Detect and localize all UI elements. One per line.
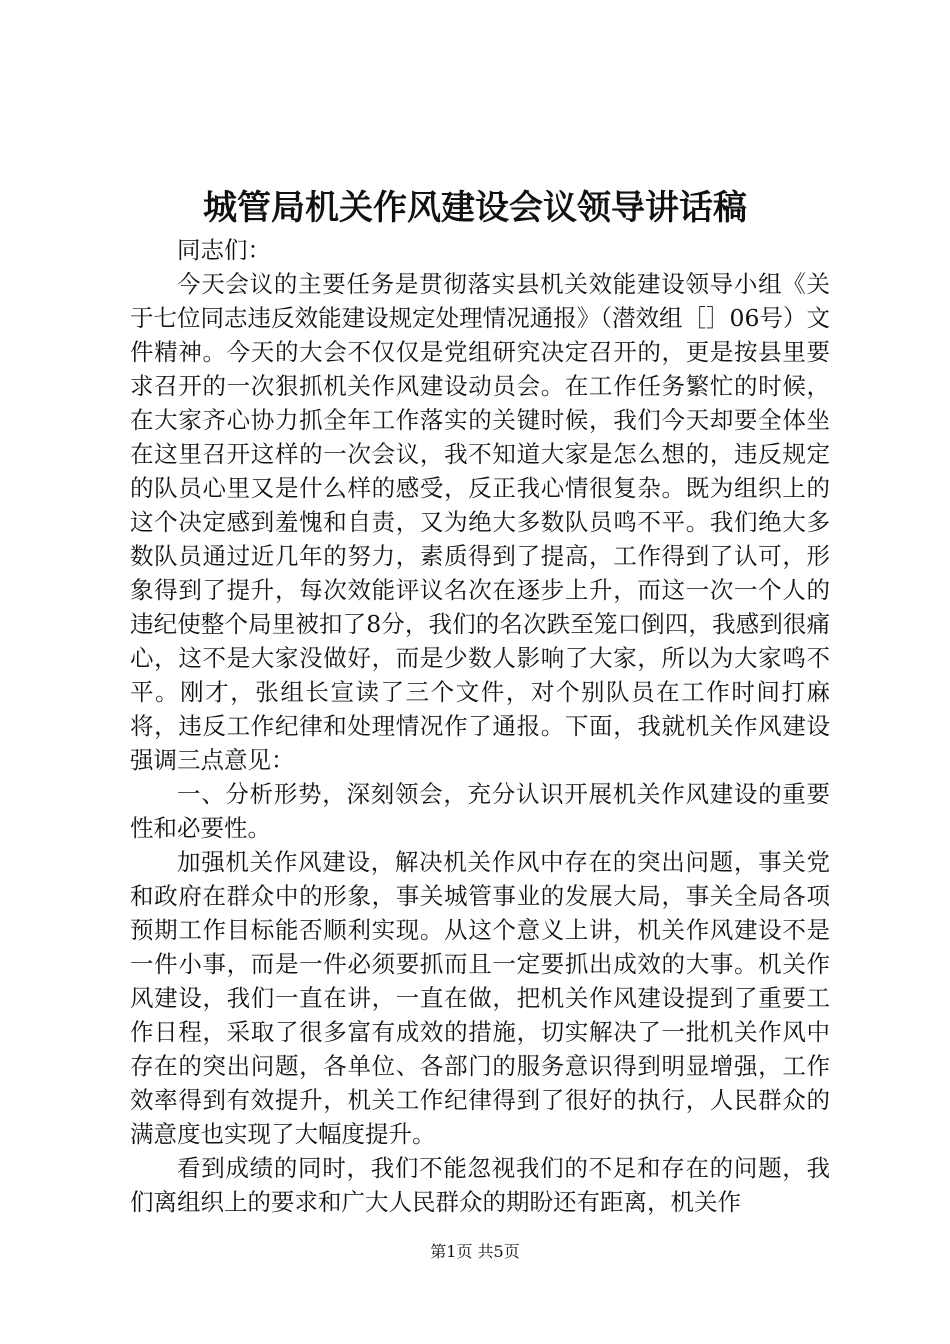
paragraph-section-1-body: 加强机关作风建设，解决机关作风中存在的突出问题，事关党和政府在群众中的形象，事关城管事业的发展大局，事关全局各项预期工作目标能否顺利实现。从这个意义上讲，机关作风建设不是一件小事，而是一件必须要抓而且一定要抓出成效的大事。机关作风建设，我们一直在讲，一直在做，把机关作风建设提到了重要工作日程，采取了很多富有成效的措施，切实解决了一批机关作风中存在的突出问题，各单位、各部门的服务意识得到明显增强，工作效率得到有效提升，机关工作纪律得到了很好的执行，人民群众的满意度也实现了大幅度提升。 bbox=[130, 848, 830, 1148]
paragraph-salutation: 同志们： bbox=[177, 236, 271, 264]
paragraph-section-1-continued: 看到成绩的同时，我们不能忽视我们的不足和存在的问题，我们离组织上的要求和广大人民群众的期盼还有距离，机关作 bbox=[130, 1154, 830, 1216]
paragraph-intro: 今天会议的主要任务是贯彻落实县机关效能建设领导小组《关于七位同志违反效能建设规定处理情况通报》（潜效组［］06号）文件精神。今天的大会不仅仅是党组研究决定召开的，更是按县里要求召开的一次狠抓机关作风建设动员会。在工作任务繁忙的时候，在大家齐心协力抓全年工作落实的关键时候，我们今天却要全体坐在这里召开这样的一次会议，我不知道大家是怎么想的，违反规定的队员心里又是什么样的感受，反正我心情很复杂。既为组织上的这个决定感到羞愧和自责，又为绝大多数队员鸣不平。我们绝大多数队员通过近几年的努力，素质得到了提高，工作得到了认可，形象得到了提升，每次效能评议名次在逐步上升，而这一次一个人的违纪使整个局里被扣了8分，我们的名次跌至笼口倒四，我感到很痛心，这不是大家没做好，而是少数人影响了大家，所以为大家鸣不平。刚才，张组长宣读了三个文件，对个别队员在工作时间打麻将，违反工作纪律和处理情况作了通报。下面，我就机关作风建设强调三点意见： bbox=[130, 270, 830, 774]
page-footer: 第1页 共5页 bbox=[430, 1242, 520, 1261]
paragraph-section-heading-1: 一、分析形势，深刻领会，充分认识开展机关作风建设的重要性和必要性。 bbox=[130, 780, 830, 842]
document-title: 城管局机关作风建设会议领导讲话稿 bbox=[203, 188, 747, 228]
document-body bbox=[130, 233, 830, 1219]
